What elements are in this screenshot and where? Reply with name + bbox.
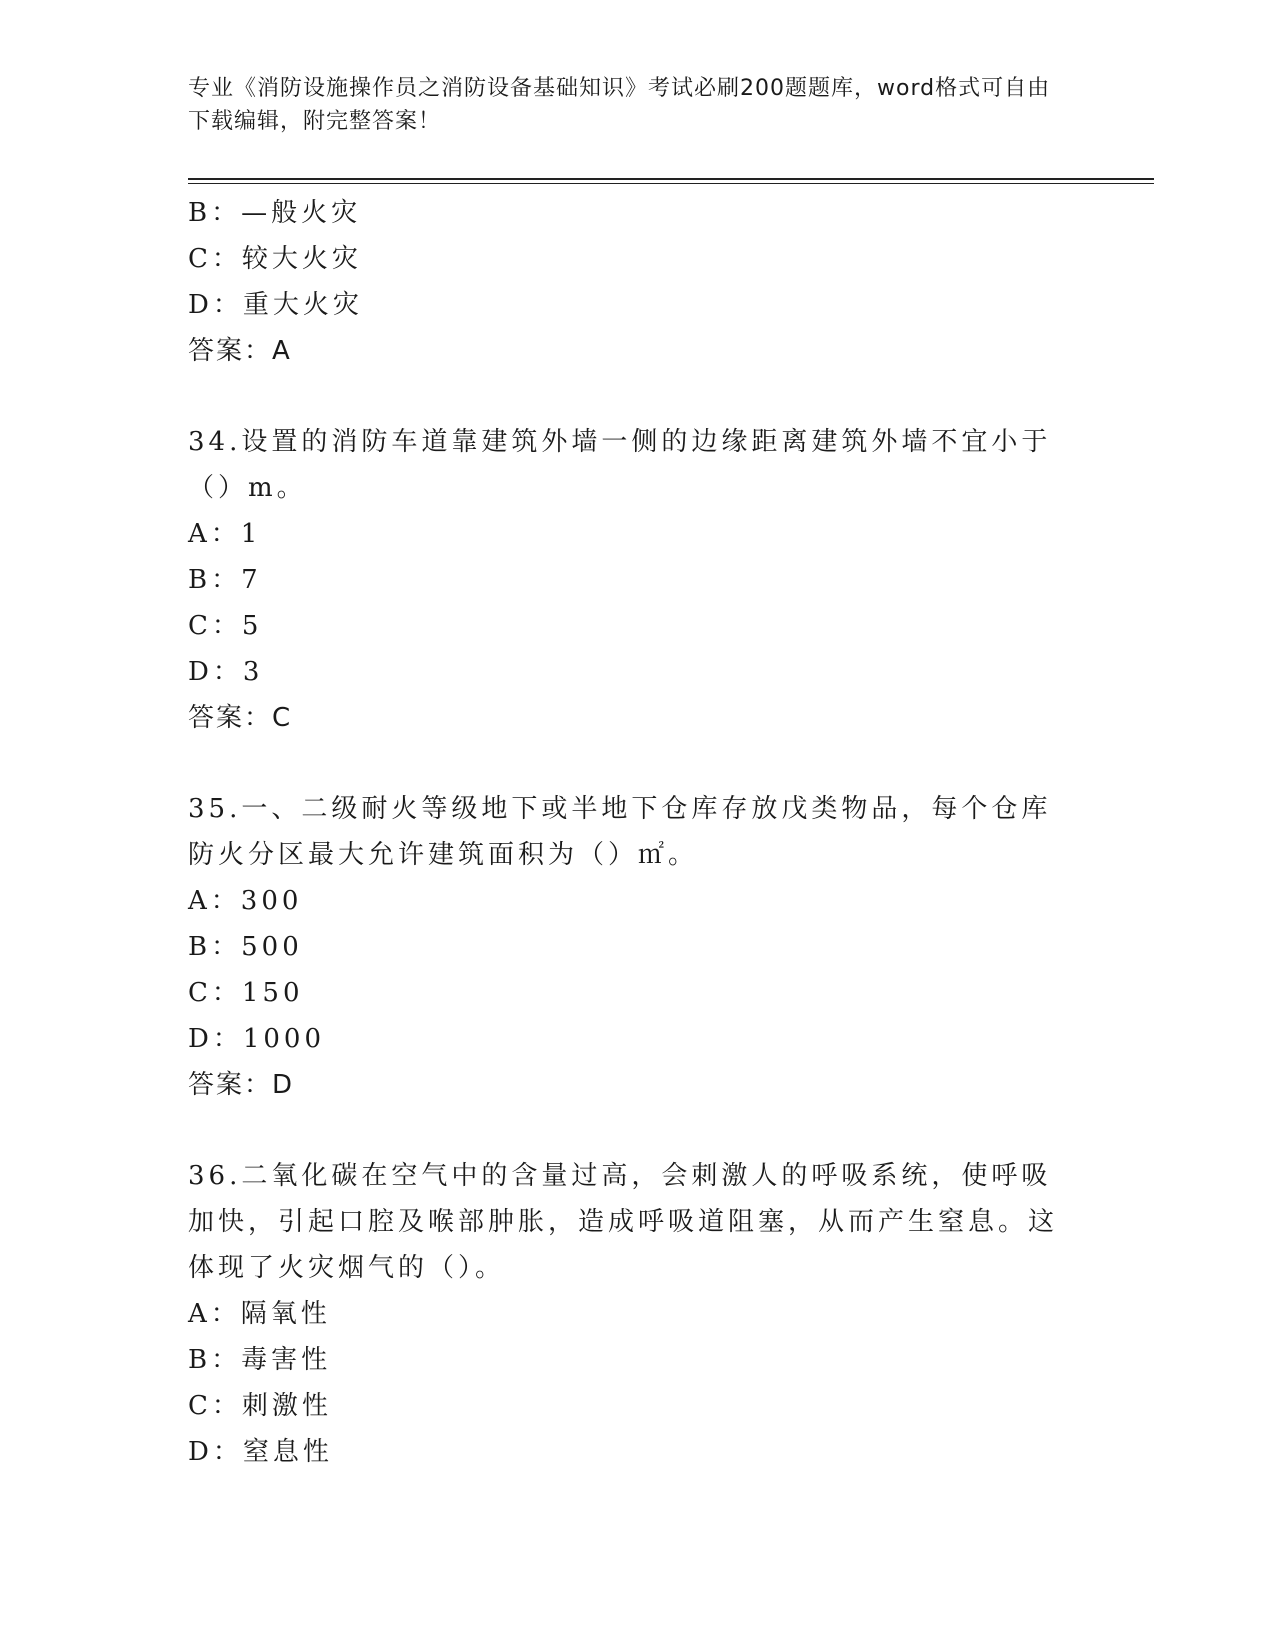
document-header: 专业《消防设施操作员之消防设备基础知识》考试必刷200题题库，word格式可自由下载编辑，附完整答案！ [188,76,1051,134]
option-c: C：较大火灾 [188,244,362,274]
option-c: C：5 [188,611,263,641]
header-rule-thin [188,183,1154,184]
header-rule-thick [188,178,1154,180]
question-34 [188,419,1078,741]
option-b: B：500 [188,932,303,962]
answer: 答案：D [188,1070,295,1100]
option-d: D：3 [188,657,264,687]
answer: 答案：A [188,336,292,366]
option-d: D：重大火灾 [188,290,363,320]
option-a: A：300 [188,886,303,916]
option-b: B：7 [188,565,262,595]
option-d: D：窒息性 [188,1437,333,1467]
question-stem: 34.设置的消防车道靠建筑外墙一侧的边缘距离建筑外墙不宜小于（）m。 [188,427,1052,503]
question-33 [188,190,1078,374]
option-a: A：1 [188,519,262,549]
question-35 [188,786,1078,1108]
option-b: B：毒害性 [188,1345,332,1375]
option-d: D：1000 [188,1024,326,1054]
option-c: C：刺激性 [188,1391,332,1421]
option-b: B：—般火灾 [188,198,362,228]
question-stem: 36.二氧化碳在空气中的含量过高，会刺激人的呼吸系统，使呼吸加快，引起口腔及喉部肿胀，造成呼吸道阻塞，从而产生窒息。这体现了火灾烟气的（）。 [188,1161,1059,1283]
question-list [188,190,1078,1475]
option-c: C：150 [188,978,304,1008]
option-a: A：隔氧性 [188,1299,331,1329]
answer: 答案：C [188,703,293,733]
question-36 [188,1153,1078,1475]
question-stem: 35.一、二级耐火等级地下或半地下仓库存放戊类物品，每个仓库防火分区最大允许建筑面积为（）㎡。 [188,794,1052,870]
